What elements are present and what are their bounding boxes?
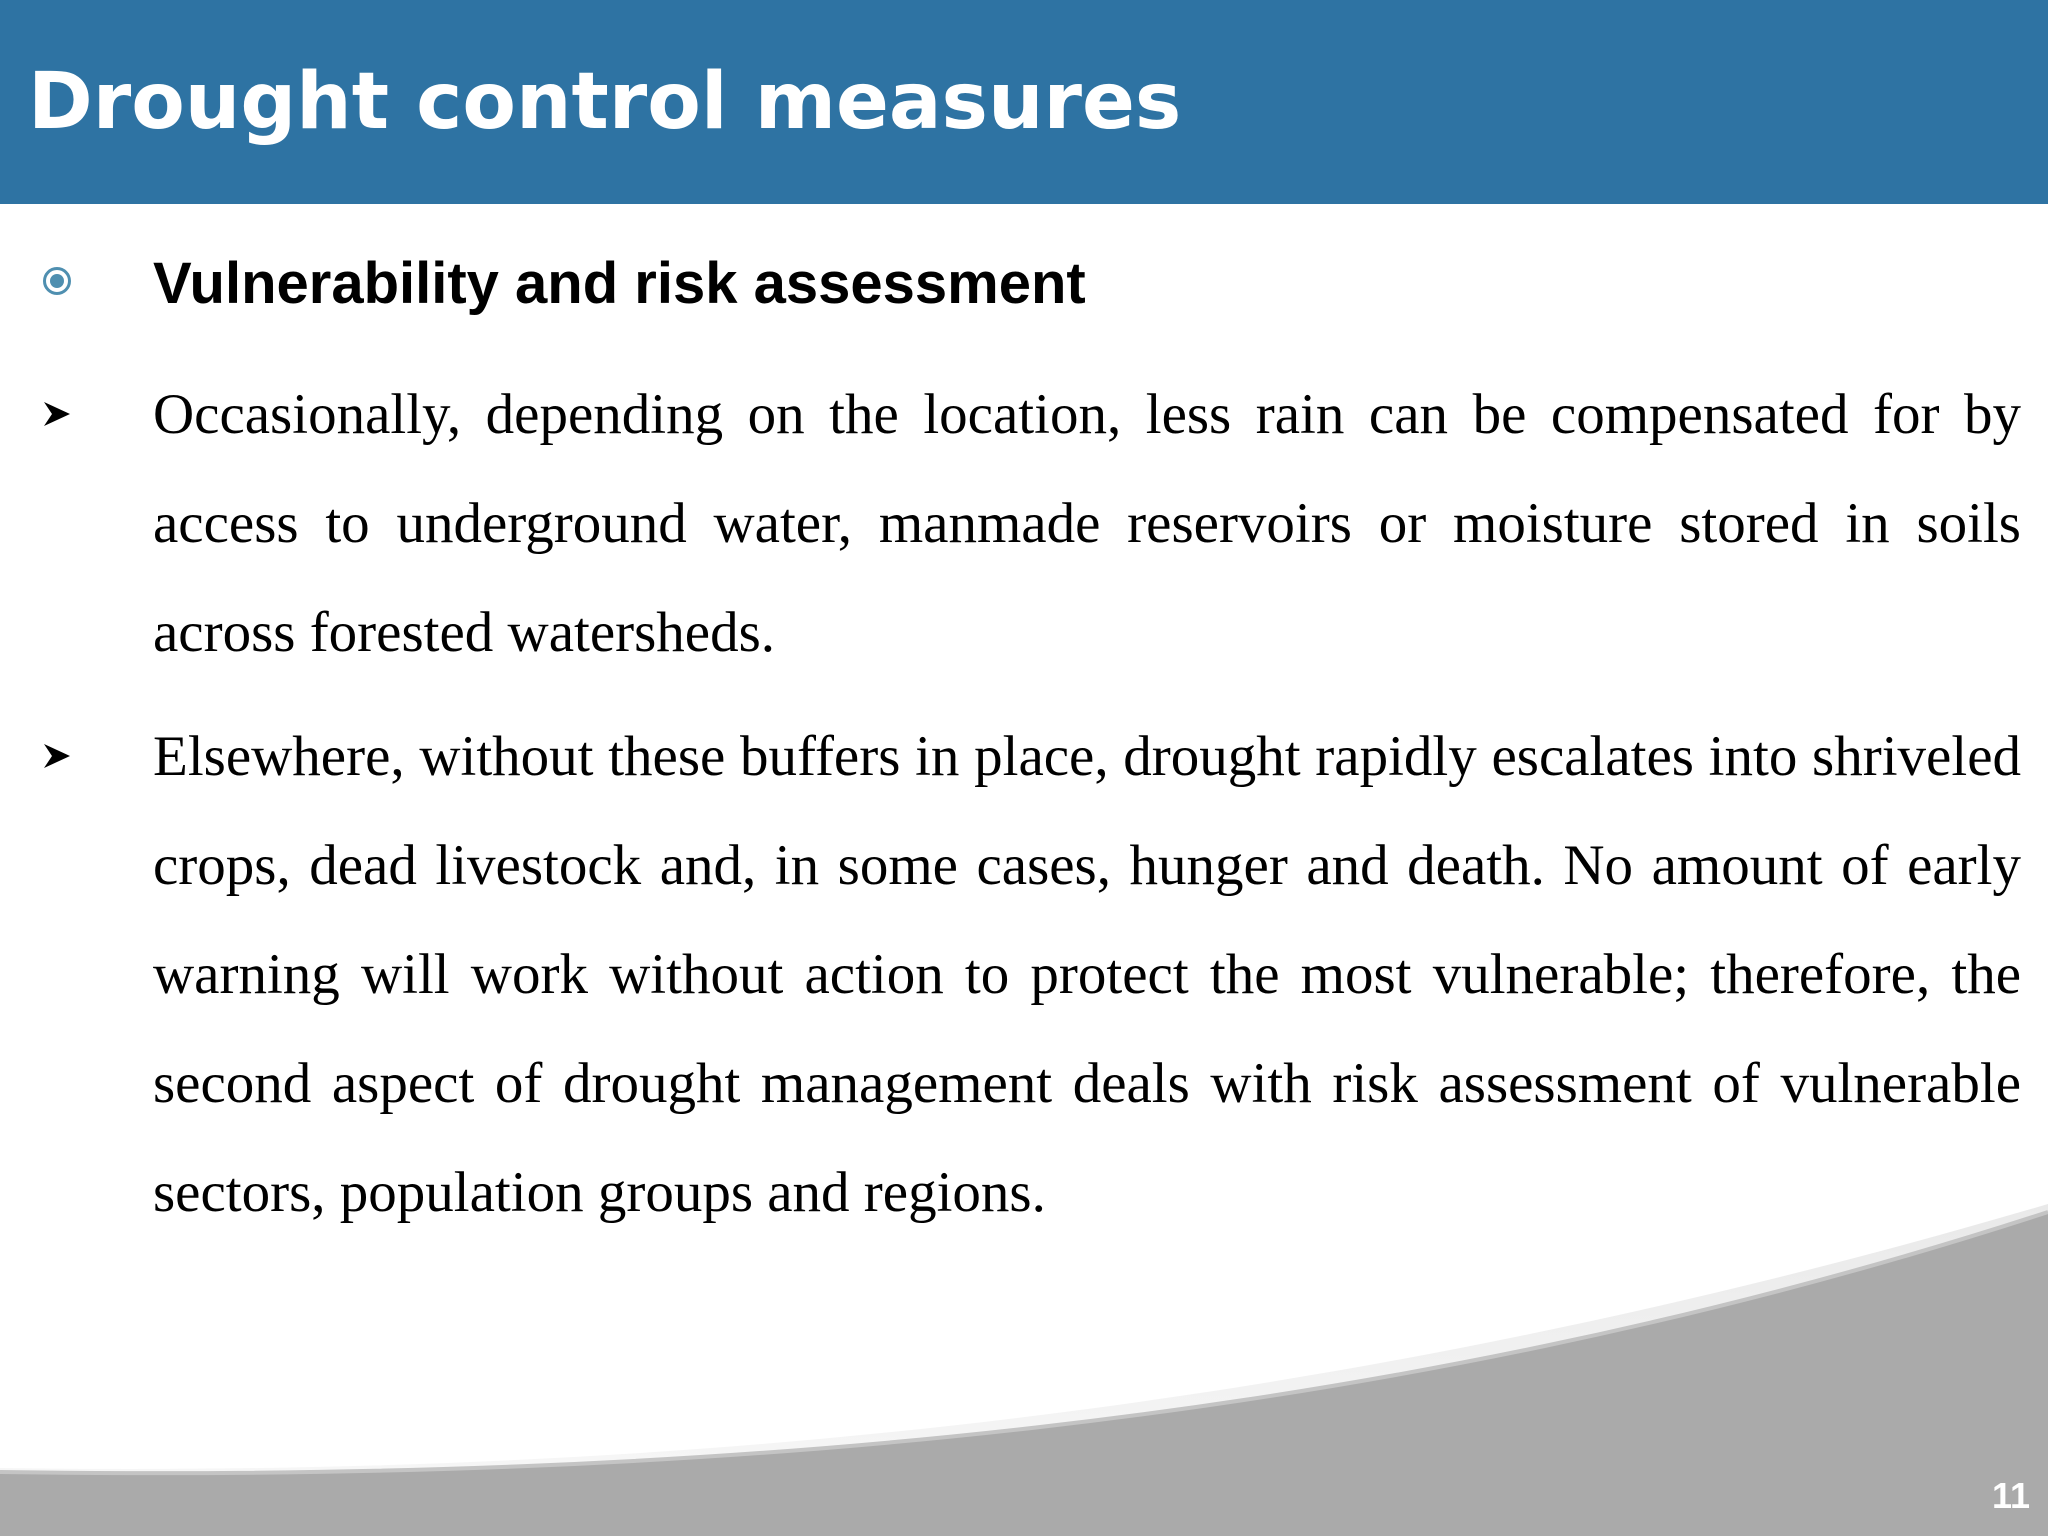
bullet-paragraph: Elsewhere, without these buffers in place, drought rapidly escalates into shriveled crops, dead livestock and, in some cases, hunger and death. No amount of early warning will work without action to protect the most vulnerable; therefore, the second aspect of drought management deals with risk assessment of vulnerable sectors, population groups and regions. [153, 725, 2021, 1224]
arrowhead-icon [42, 400, 72, 428]
footer-wave [0, 1180, 2048, 1536]
slide-title: Drought control measures [28, 57, 1182, 147]
heading-row [0, 244, 2048, 324]
section-heading: Vulnerability and risk assessment [153, 251, 1086, 316]
title-bar [0, 0, 2048, 204]
circle-target-icon [42, 266, 72, 296]
bullet-paragraph: Occasionally, depending on the location, less rain can be compensated for by access to underground water, manmade reservoirs or moisture stored in soils across forested watersheds. [153, 383, 2021, 664]
arrowhead-icon [42, 742, 72, 770]
page-number: 11 [1991, 1475, 2030, 1516]
